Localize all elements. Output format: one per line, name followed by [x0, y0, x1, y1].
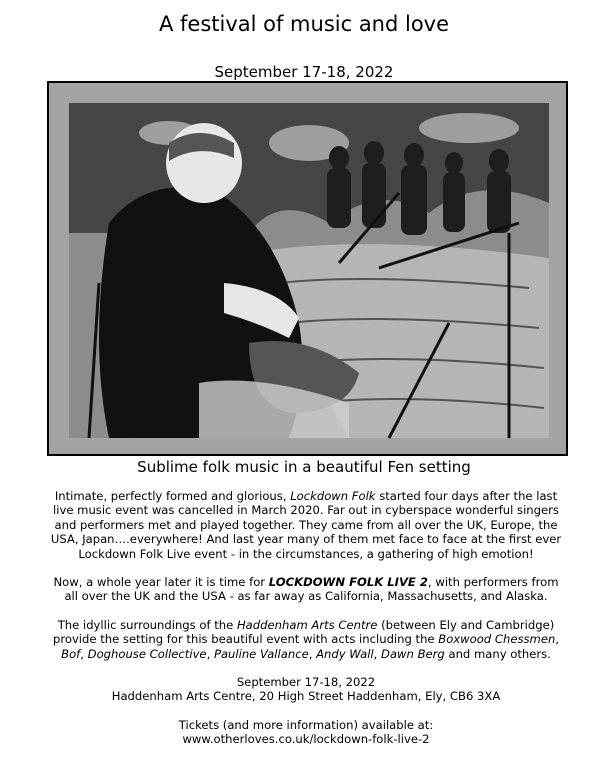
- event-date: September 17-18, 2022: [236, 675, 376, 690]
- folk-singer-illustration-icon: [49, 83, 566, 454]
- act-pauline-vallance: Pauline Vallance: [213, 646, 309, 661]
- act-bof: Bof: [61, 646, 81, 661]
- venue-paragraph: [48, 618, 564, 661]
- para3-text-2: (between Ely and Cambridge) provide the setting for this beautiful event with acts including the: [52, 617, 555, 647]
- para3-text-end: and many others.: [444, 646, 551, 661]
- act-andy-wall: Andy Wall: [316, 646, 374, 661]
- venue-name: Haddenham Arts Centre: [236, 617, 378, 632]
- festival-photo: [47, 81, 568, 456]
- para3-sep-3: ,: [206, 646, 214, 661]
- act-boxwood-chessmen: Boxwood Chessmen: [438, 632, 556, 647]
- para3-text-1: The idyllic surroundings of the: [57, 617, 237, 632]
- para3-sep-2: ,: [80, 646, 88, 661]
- event-details: [48, 675, 564, 704]
- subtitle: Sublime folk music in a beautiful Fen setting: [137, 458, 471, 476]
- page-title: A festival of music and love: [158, 12, 450, 36]
- tickets-info: [48, 718, 564, 747]
- act-dawn-berg: Dawn Berg: [381, 646, 445, 661]
- header-date: [0, 63, 608, 81]
- body-text: [48, 489, 564, 761]
- event-venue: Haddenham Arts Centre, 20 High Street Haddenham, Ely, CB6 3XA: [111, 689, 501, 704]
- para3-sep-4: ,: [308, 646, 317, 661]
- tickets-label: Tickets (and more information) available at:: [178, 717, 434, 732]
- para1-text-2: started four days after the last live music event was cancelled in March 2020. Far out in cyberspace wonderful singers and performers met and played together. They came from all over the UK, Europe, the USA, Japan….everywhere! And last year many of them met face to face at the first ever Lockdown Folk Live event - in the circumstances, a gathering of high emotion!: [50, 489, 562, 561]
- para3-sep-1: ,: [555, 632, 559, 647]
- para1-text-1: Intimate, perfectly formed and glorious,: [54, 489, 291, 503]
- event-name: LOCKDOWN FOLK LIVE 2: [268, 575, 428, 590]
- act-doghouse-collective: Doghouse Collective: [87, 646, 207, 661]
- para3-sep-5: ,: [373, 646, 382, 661]
- para2-text-2: , with performers from all over the UK and the USA - as far away as California, Massachusetts, and Alaska.: [64, 575, 559, 604]
- lockdown-folk-name: Lockdown Folk: [290, 489, 376, 503]
- tickets-url[interactable]: www.otherloves.co.uk/lockdown-folk-live-2: [182, 732, 430, 747]
- intro-paragraph: [48, 489, 564, 561]
- announcement-paragraph: [48, 575, 564, 604]
- para2-text-1: Now, a whole year later it is time for: [53, 575, 269, 590]
- header-date-text: September 17-18, 2022: [214, 63, 394, 81]
